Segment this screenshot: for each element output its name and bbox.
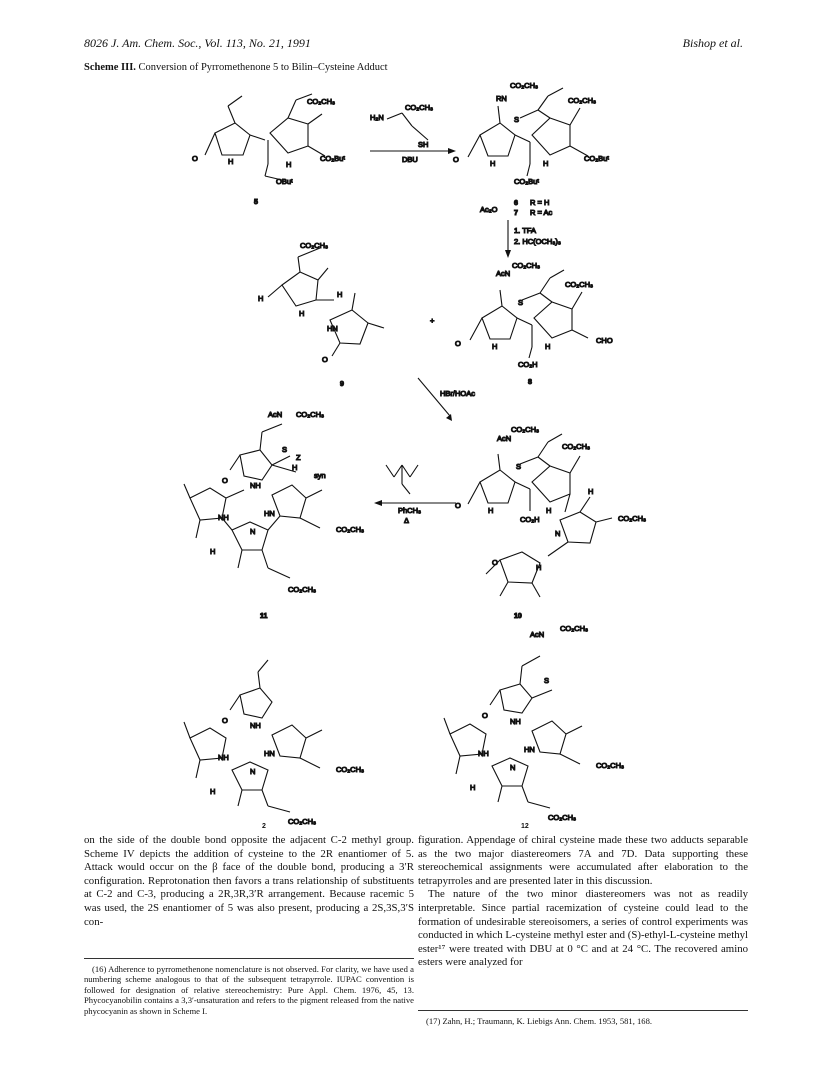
c10-ester-c: CO₂CH₃	[618, 514, 647, 523]
c10-ester-b: CO₂CH₃	[562, 442, 591, 451]
c8-aldehyde: CHO	[596, 336, 613, 345]
c11-ester-b: CO₂CH₃	[336, 525, 365, 534]
c11-acnh: AcN	[268, 410, 283, 419]
step-orthoformate: 2. HC(OCH₃)₃	[514, 237, 561, 246]
plus-sign: +	[430, 316, 435, 325]
cysteine-reagent	[387, 113, 428, 140]
author-header: Bishop et al.	[682, 36, 743, 50]
c6-ring-nh: H	[543, 159, 549, 168]
c9-ester: CO₂CH₃	[300, 241, 329, 250]
c11-sulfur: S	[282, 445, 288, 454]
c8-ester-b: CO₂CH₃	[565, 280, 594, 289]
c12-ester-b: CO₂CH₃	[596, 761, 625, 770]
c6-oxo: O	[453, 155, 459, 164]
c11-ester-a: CO₂CH₃	[296, 410, 325, 419]
c9-oxo: O	[322, 355, 328, 364]
c11-oxo: O	[222, 476, 228, 485]
step-tfa: 1. TFA	[514, 226, 536, 235]
compound-9-label: 9	[340, 381, 344, 388]
c2-nh-a: NH	[250, 721, 261, 730]
c12-hn: HN	[524, 745, 535, 754]
compound-6-label: 6	[514, 200, 518, 207]
c12-nh-b: NH	[478, 749, 489, 758]
diisopropylethylamine	[386, 465, 418, 494]
compound-10-structure	[468, 434, 612, 597]
c11-nh-b: NH	[218, 513, 229, 522]
c5-oxo: O	[192, 154, 198, 163]
compound-2-label: 2	[262, 823, 266, 830]
c10-oxo: O	[455, 501, 461, 510]
footnote-16	[84, 964, 414, 1016]
compound-11-label: 11	[260, 613, 268, 620]
cys-ester: CO₂CH₃	[405, 103, 434, 112]
c11-z: Z	[296, 453, 301, 462]
r-equals-ac: R = Ac	[530, 208, 553, 217]
c8-acid: CO₂H	[518, 360, 538, 369]
paragraph: The nature of the two minor diastereomers was not as readily interpretable. Since partial racemization of cysteine could lead to the formation of undesirable stereoisomers, a series of control experiments was conducted in which L-cysteine methyl ester and (S)-ethyl-L-cysteine methyl ester¹⁷ were treated with DBU at 0 °C and at 24 °C. The recovered amino esters were analyzed for	[418, 888, 748, 969]
c10-ring-nh: H	[546, 506, 552, 515]
c2-meso-h: H	[210, 787, 216, 796]
paragraph: figuration. Appendage of chiral cysteine made these two adducts separable as the two major diastereomers 7A and 7D. Data supporting these stereochemical assignments were accumulated after elaboration to the tetrapyrroles and are presented later in this discussion.	[418, 834, 748, 887]
base-dbu: DBU	[402, 155, 418, 164]
c11-syn: syn	[314, 471, 326, 480]
c11-h: H	[292, 463, 298, 472]
c12-sulfur: S	[544, 676, 550, 685]
footnote-17	[418, 1016, 748, 1026]
c2-oxo: O	[222, 716, 228, 725]
c2-hn: HN	[264, 749, 275, 758]
paragraph: on the side of the double bond opposite the adjacent C-2 methyl group. Scheme IV depicts the addition of cysteine to the 2R enantiomer of 5. Attack would occur on the β face of the double bond, producing a 3′R configuration. Reprotonation then favors a trans relationship of substituents at C-2 and C-3, producing a 2R,3R,3′R arrangement. Because racemic 5 was used, the 2S enantiomer of 5 was also present, producing a 2S,3S,3′S con-	[84, 834, 414, 928]
c5-nh: H	[228, 157, 234, 166]
compound-8-label: 8	[528, 379, 532, 386]
c11-nh-a: NH	[250, 481, 261, 490]
c10-ring-n: N	[555, 529, 561, 538]
c10-acid: CO₂H	[520, 515, 540, 524]
c9-meso-h: H	[337, 290, 343, 299]
c8-ester-a: CO₂CH₃	[512, 261, 541, 270]
c10-meso-h2: H	[536, 563, 542, 572]
c11-meso-h: H	[210, 547, 216, 556]
compound-9-structure	[268, 248, 384, 356]
running-header: 8026 J. Am. Chem. Soc., Vol. 113, No. 21, 1991	[84, 36, 311, 50]
reagent-hbr: HBr/HOAc	[440, 389, 476, 398]
c6-tbu-ester: CO₂Buᵗ	[584, 154, 609, 163]
c11-ester-c: CO₂CH₃	[288, 585, 317, 594]
compound-10-label: 10	[514, 613, 522, 620]
cys-thiol: SH	[418, 140, 429, 149]
c2-ester-b: CO₂CH₃	[288, 817, 317, 826]
c9-ring-nh: H	[299, 309, 305, 318]
solvent-toluene: PhCH₃	[398, 506, 422, 515]
c10-ester-a: CO₂CH₃	[511, 425, 540, 434]
c12-ester-c: CO₂CH₃	[548, 813, 577, 822]
footnote-text: (16) Adherence to pyrromethenone nomenclature is not observed. For clarity, we have used a numbering scheme analogous to that of the subsequent tetrapyrrole. IUPAC convention is followed for designation of relative stereochemistry: Pure Appl. Chem. 1976, 45, 13. Phycocyanobilin contains a 3,3′-unsaturation and refers to the pigment released from the native phycocyanin as shown in Scheme I.	[84, 964, 414, 1016]
footnote-text: (17) Zahn, H.; Traumann, K. Liebigs Ann. Chem. 1953, 581, 168.	[426, 1016, 653, 1026]
compound-11-structure	[184, 424, 322, 578]
c12-oxo: O	[482, 711, 488, 720]
c6-nh: H	[490, 159, 496, 168]
c9-h: H	[258, 294, 264, 303]
c8-acnh: AcN	[496, 269, 511, 278]
scheme-title: Conversion of Pyrromethenone 5 to Bilin–Cysteine Adduct	[138, 62, 388, 73]
footnote-rule	[418, 1010, 748, 1011]
c10-oxo-2: O	[492, 558, 498, 567]
c5-ring-nh: H	[286, 160, 292, 169]
r-equals-h: R = H	[530, 198, 550, 207]
c5-obut: OBuᵗ	[276, 177, 293, 186]
c12-nh-a: NH	[510, 717, 521, 726]
c2-ester-a: CO₂CH₃	[336, 765, 365, 774]
heat-symbol: Δ	[404, 516, 410, 525]
scheme-label: Scheme III.	[84, 62, 136, 73]
body-column-right	[418, 834, 748, 970]
c8-ring-nh: H	[545, 342, 551, 351]
c10-nh: H	[488, 506, 494, 515]
c6-ester-b: CO₂CH₃	[568, 96, 597, 105]
c6-ester-a: CO₂CH₃	[510, 81, 539, 90]
c6-amine: RN	[496, 94, 507, 103]
body-column-left	[84, 834, 414, 929]
c11-hn: HN	[264, 509, 275, 518]
c5-ester: CO₂CH₃	[307, 97, 336, 106]
c2-ring-n: N	[250, 767, 256, 776]
c9-lactam-nh: HN	[327, 324, 338, 333]
compound-12-label: 12	[521, 823, 529, 830]
c10-acnh: AcN	[497, 434, 512, 443]
c11-ring-n: N	[250, 527, 256, 536]
c10-sulfur: S	[516, 462, 522, 471]
compound-5-structure	[205, 94, 325, 180]
c12-acnh: AcN	[530, 630, 545, 639]
c12-meso-h: H	[470, 783, 476, 792]
compound-7-label: 7	[514, 210, 518, 217]
c6-sulfur: S	[514, 115, 520, 124]
c12-ring-n: N	[510, 763, 516, 772]
footnote-rule	[84, 958, 414, 959]
c6-tbu-ester-b: CO₂Buᵗ	[514, 177, 539, 186]
compound-12-structure	[444, 656, 582, 808]
c8-oxo: O	[455, 339, 461, 348]
c2-nh-b: NH	[218, 753, 229, 762]
cys-amine: H₂N	[370, 113, 384, 122]
c8-sulfur: S	[518, 298, 524, 307]
compound-2-structure	[184, 660, 322, 812]
compound-5-label: 5	[254, 199, 258, 206]
c8-nh: H	[492, 342, 498, 351]
c10-meso-h: H	[588, 487, 594, 496]
c12-ester-a: CO₂CH₃	[560, 624, 589, 633]
acylation-reagent: Ac₂O	[480, 205, 498, 214]
c5-tbu-ester: CO₂Buᵗ	[320, 154, 345, 163]
